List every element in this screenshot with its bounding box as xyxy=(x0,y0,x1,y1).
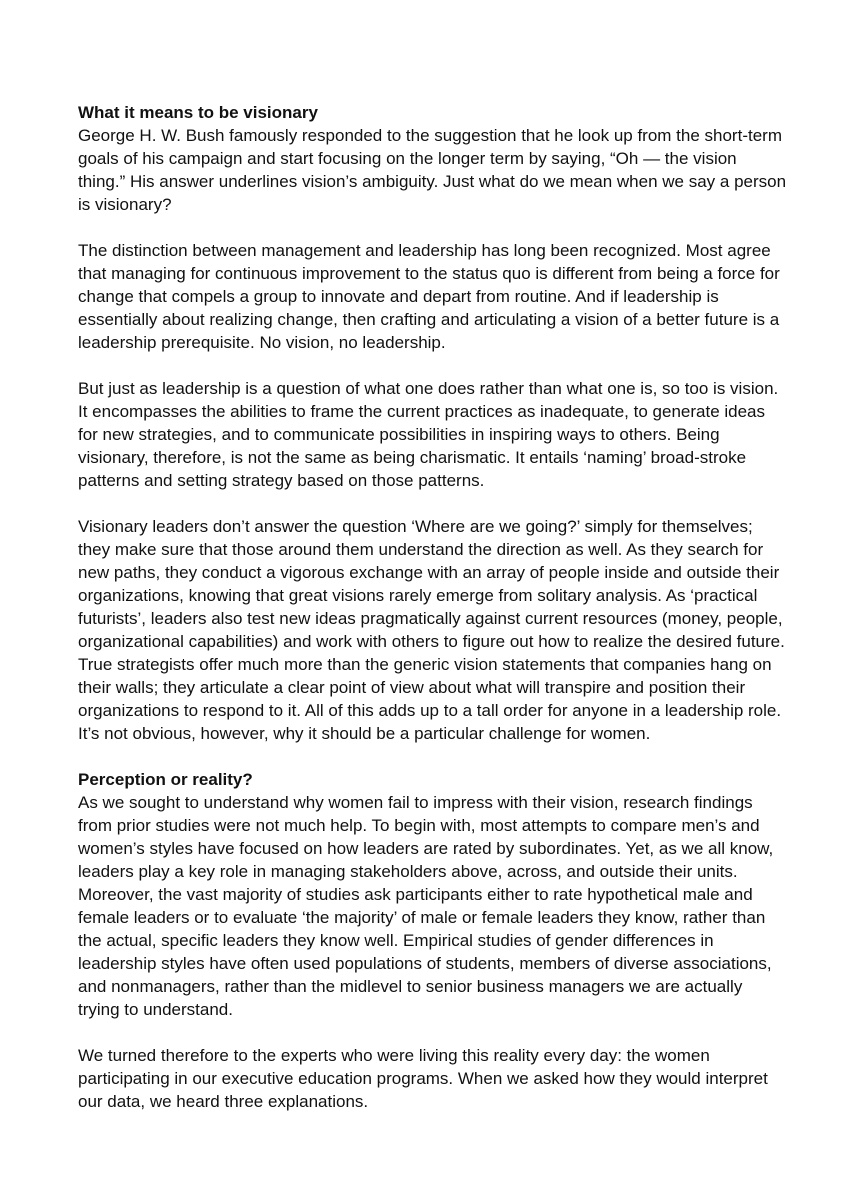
section-heading: Perception or reality? xyxy=(78,770,253,789)
section-perception xyxy=(78,768,788,1113)
document-page xyxy=(78,101,788,1136)
body-paragraph: But just as leadership is a question of what one does rather than what one is, so too is vision. It encompasses the abilities to frame the current practices as inadequate, to generate ideas for new strategies, and to communicate possibilities in inspiring ways to others. Being visionary, therefore, is not the same as being charismatic. It entails ‘naming’ broad-stroke patterns and setting strategy based on those patterns. xyxy=(78,379,779,490)
body-paragraph: George H. W. Bush famously responded to the suggestion that he look up from the short-term goals of his campaign and start focusing on the longer term by saying, “Oh — the vision thing.” His answer underlines vision’s ambiguity. Just what do we mean when we say a person is visionary? xyxy=(78,126,787,214)
body-paragraph: Visionary leaders don’t answer the question ‘Where are we going?’ simply for themselves; they make sure that those around them understand the direction as well. As they search for new paths, they conduct a vigorous exchange with an array of people inside and outside their organizations, knowing that great visions rarely emerge from solitary analysis. As ‘practical futurists’, leaders also test new ideas pragmatically against current resources (money, people, organizational capabilities) and work with others to figure out how to realize the desired future. True strategists offer much more than the generic vision statements that companies hang on their walls; they articulate a clear point of view about what will transpire and position their organizations to respond to it. All of this adds up to a tall order for anyone in a leadership role. It’s not obvious, however, why it should be a particular challenge for women. xyxy=(78,517,785,743)
section-visionary xyxy=(78,101,788,745)
section-heading: What it means to be visionary xyxy=(78,103,318,122)
body-paragraph: The distinction between management and leadership has long been recognized. Most agree that managing for continuous improvement to the status quo is different from being a force for change that compels a group to innovate and depart from routine. And if leadership is essentially about realizing change, then crafting and articulating a vision of a better future is a leadership prerequisite. No vision, no leadership. xyxy=(78,241,780,352)
body-paragraph: We turned therefore to the experts who were living this reality every day: the women participating in our executive education programs. When we asked how they would interpret our data, we heard three explanations. xyxy=(78,1046,768,1111)
body-paragraph: As we sought to understand why women fail to impress with their vision, research findings from prior studies were not much help. To begin with, most attempts to compare men’s and women’s styles have focused on how leaders are rated by subordinates. Yet, as we all know, leaders play a key role in managing stakeholders above, across, and outside their units. Moreover, the vast majority of studies ask participants either to rate hypothetical male and female leaders or to evaluate ‘the majority’ of male or female leaders they know, rather than the actual, specific leaders they know well. Empirical studies of gender differences in leadership styles have often used populations of students, members of diverse associations, and nonmanagers, rather than the midlevel to senior business managers we are actually trying to understand. xyxy=(78,793,774,1019)
